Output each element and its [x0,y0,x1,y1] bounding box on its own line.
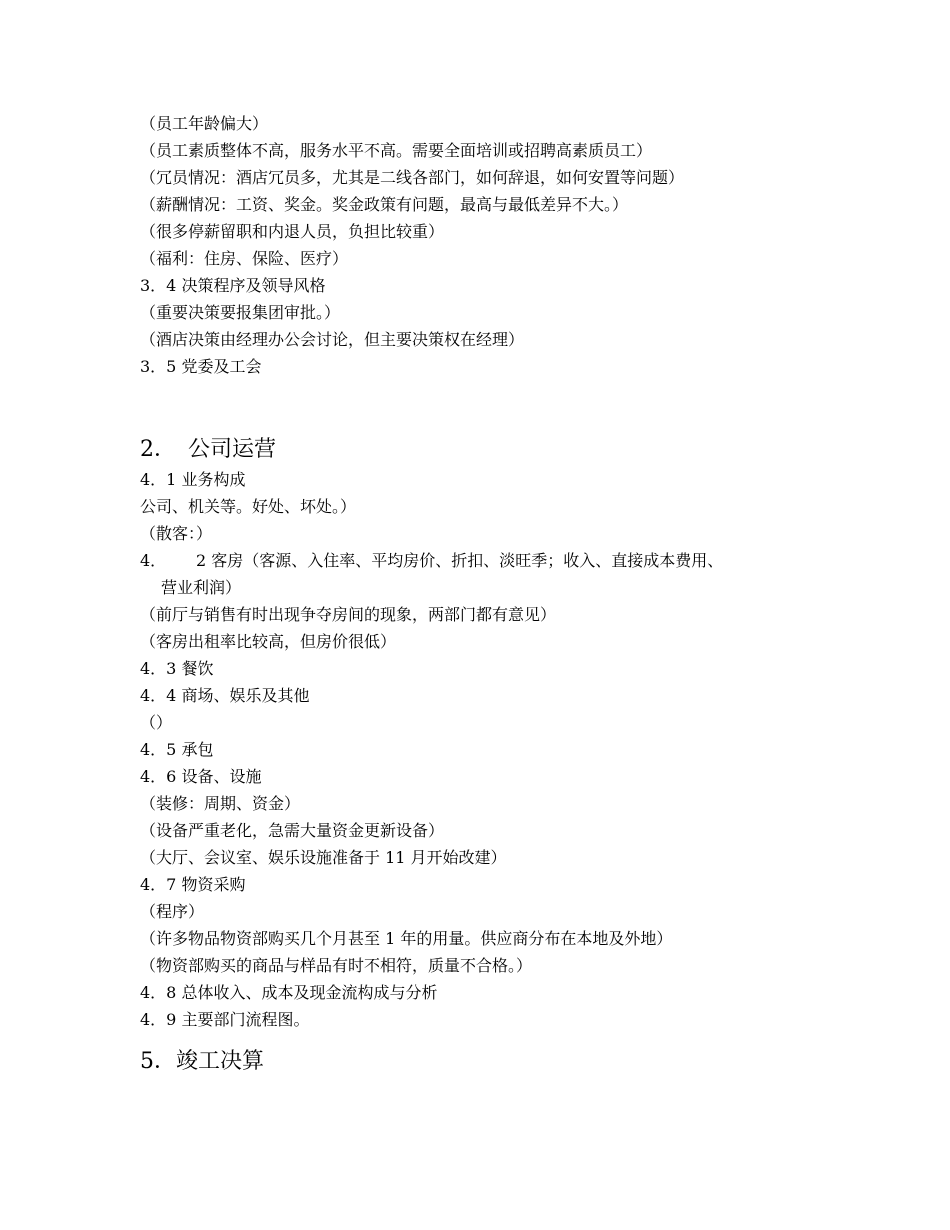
section-gap [140,380,820,434]
text-line: （员工年龄偏大） [140,114,269,133]
item-text: 2 客房（客源、入住率、平均房价、折扣、淡旺季；收入、直接成本费用、 [196,551,724,570]
subheading-3-4: 3．4 决策程序及领导风格 [140,276,326,295]
text-line: （装修：周期、资金） [140,794,301,813]
section-heading-operations [140,434,820,466]
subheading-3-5: 3．5 党委及工会 [140,357,262,376]
text-line-continuation: 营业利润） [161,578,242,597]
text-line: （福利：住房、保险、医疗） [140,249,349,268]
text-line: （设备严重老化，急需大量资金更新设备） [140,821,445,840]
subheading-4-5: 4．5 承包 [140,740,214,759]
text-line: （薪酬情况：工资、奖金。奖金政策有问题，最高与最低差异不大。） [140,195,629,214]
subheading-4-1: 4．1 业务构成 [140,470,246,489]
text-line: （酒店决策由经理办公会讨论，但主要决策权在经理） [140,330,525,349]
subheading-4-2 [140,547,820,574]
text-line: （员工素质整体不高，服务水平不高。需要全面培训或招聘高素质员工） [140,141,653,160]
subheading-4-3: 4．3 餐饮 [140,659,214,678]
heading-number: 2． [140,437,176,462]
text-line: 公司、机关等。好处、坏处。） [140,497,357,516]
text-line: （物资部购买的商品与样品有时不相符，质量不合格。） [140,956,533,975]
heading-text: 公司运营 [188,437,277,462]
section-heading-final-accounts: 5．竣工决算 [140,1049,264,1074]
subheading-4-4: 4．4 商场、娱乐及其他 [140,686,310,705]
text-line: （散客：） [140,524,213,543]
text-line: （重要决策要报集团审批。） [140,303,341,322]
text-line: （前厅与销售有时出现争夺房间的现象，两部门都有意见） [140,605,557,624]
text-line: （许多物品物资部购买几个月甚至 1 年的用量。供应商分布在本地及外地） [140,929,673,948]
item-number: 4． [140,551,167,570]
text-line: （客房出租率比较高，但房价很低） [140,632,397,651]
subheading-4-9: 4．9 主要部门流程图。 [140,1010,310,1029]
subheading-4-7: 4．7 物资采购 [140,875,246,894]
text-line: （很多停薪留职和内退人员，负担比较重） [140,222,445,241]
text-line: （） [140,713,173,732]
text-line: （冗员情况：酒店冗员多，尤其是二线各部门，如何辞退，如何安置等问题） [140,168,685,187]
section-gap [140,1033,820,1046]
document-body [140,110,820,1078]
text-line: （大厅、会议室、娱乐设施准备于 11 月开始改建） [140,848,507,867]
text-line: （程序） [140,902,205,921]
subheading-4-8: 4．8 总体收入、成本及现金流构成与分析 [140,983,438,1002]
subheading-4-6: 4．6 设备、设施 [140,767,262,786]
